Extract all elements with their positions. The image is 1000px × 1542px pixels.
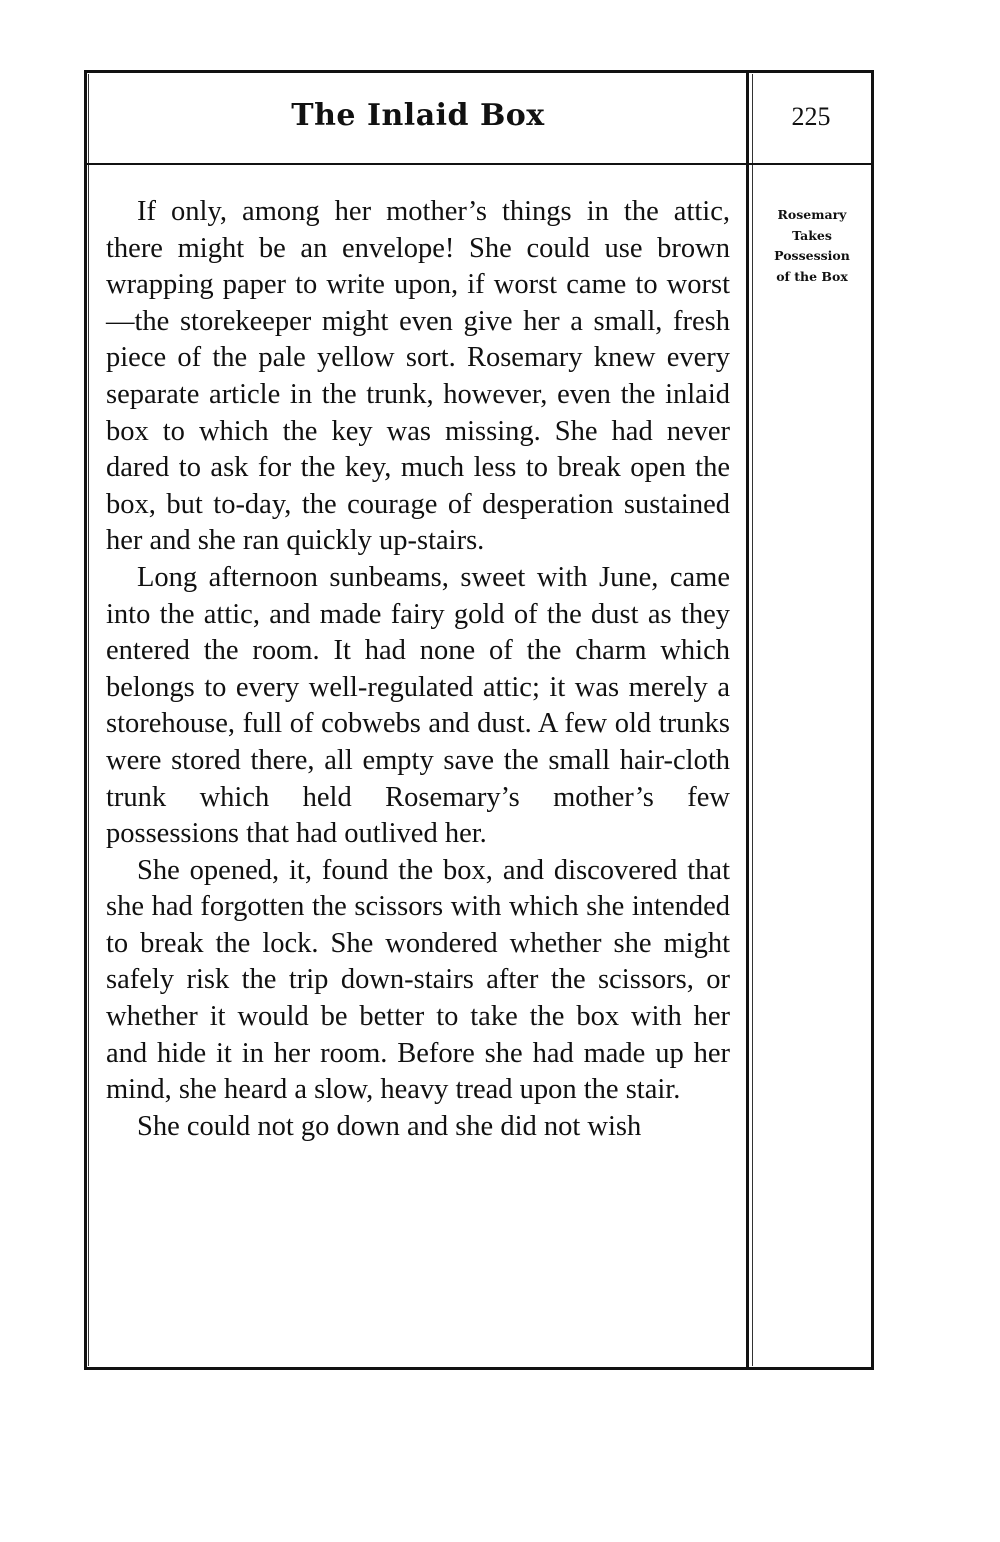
margin-note <box>752 205 872 287</box>
paragraph: She opened, it, found the box, and discovered that she had forgotten the scissors with which she intended to break the lock. She wondered whether she might safely risk the trip down-stairs after the scissors, or whether it would be better to take the box with her and hide it in her room. Before she had made up her mind, she heard a slow, heavy tread upon the stair. <box>106 854 730 1106</box>
margin-note-line: of the Box <box>776 268 848 284</box>
margin-note-line: Possession <box>774 248 850 263</box>
header-rule <box>84 163 874 165</box>
margin-column-divider <box>746 70 749 1370</box>
margin-note-line: Takes <box>792 227 832 243</box>
paragraph: She could not go down and she did not wish <box>137 1110 642 1142</box>
paragraph: Long afternoon sunbeams, sweet with June, came into the attic, and made fairy gold of the dust as they entered the room. It had none of the charm which belongs to every well-regulated attic; it was merely a storehouse, full of cobwebs and dust. A few old trunks were stored there, all empty save the small hair-cloth trunk which held Rosemary’s mother’s few possessions that had outlived her. <box>106 561 730 850</box>
frame-inner-rule-left <box>88 74 89 1366</box>
body-text <box>106 194 730 1145</box>
running-title: The Inlaid Box <box>291 98 545 133</box>
page-number: 225 <box>791 102 831 131</box>
paragraph: If only, among her mother’s things in the attic, there might be an envelope! She could use brown wrapping paper to write upon, if worst came to worst—the storekeeper might even give her a small, fresh piece of the pale yellow sort. Rosemary knew every separate article in the trunk, however, even the inlaid box to which the key was missing. She had never dared to ask for the key, much less to break open the box, but to-day, the courage of desperation sustained her and she ran quickly up-stairs. <box>106 196 730 557</box>
margin-note-line: Rosemary <box>777 207 847 222</box>
